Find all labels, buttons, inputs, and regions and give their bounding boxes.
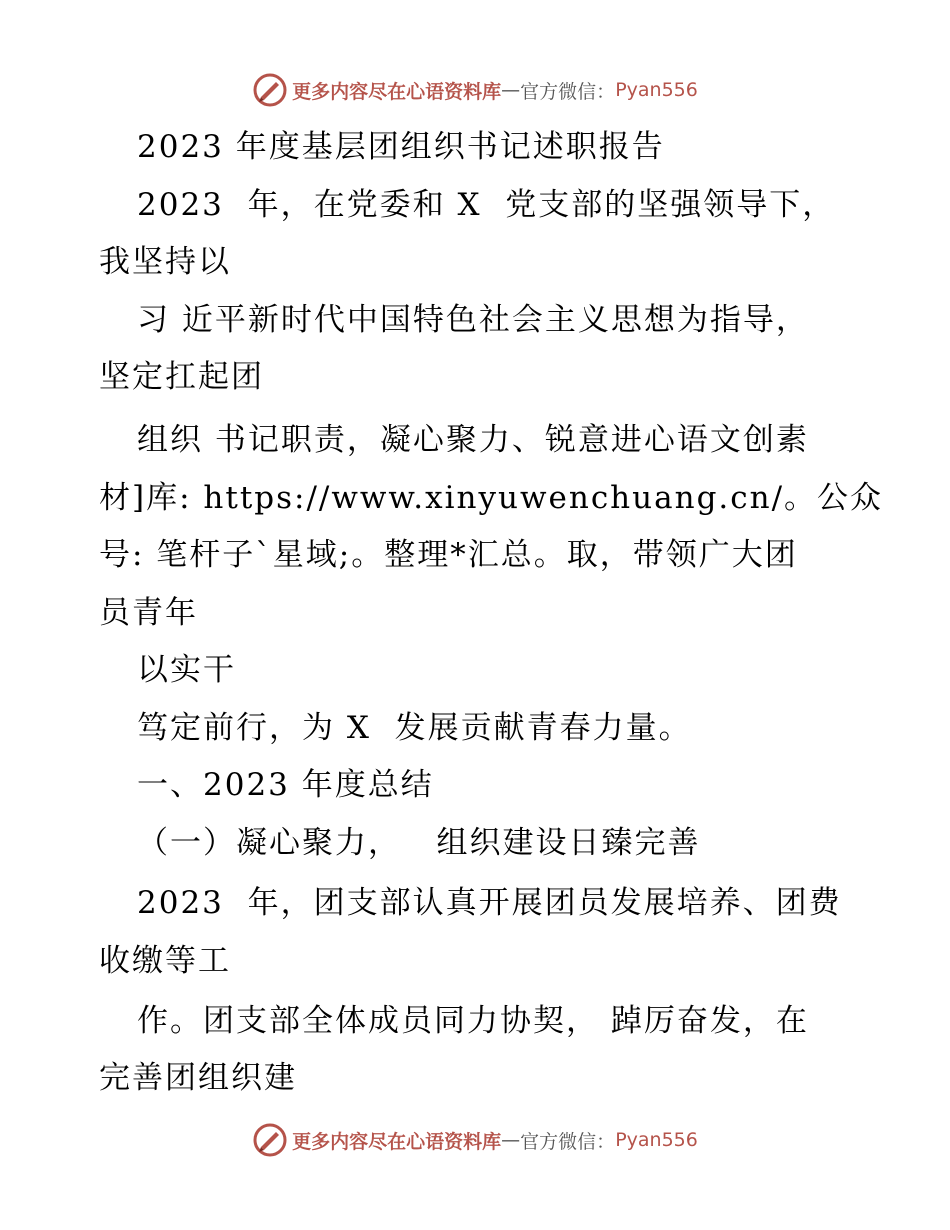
- footer-watermark-banner: [0, 1120, 950, 1160]
- text-line: 2023 年，团支部认真开展团员发展培养、团费: [137, 885, 842, 921]
- text-line: 作。团支部全体成员同力协契， 踔厉奋发，在: [137, 1003, 809, 1039]
- text-line: 我坚持以: [99, 244, 231, 280]
- text-line: 号: 笔杆子`星域;。整理*汇总。取，带领广大团: [99, 537, 798, 573]
- banner-wechat-label: 官方微信：: [520, 1130, 616, 1153]
- text-line: 组织 书记职责，凝心聚力、锐意进心语文创素: [137, 422, 809, 458]
- banner-dash: —: [501, 1129, 521, 1151]
- banner-slogan: 更多内容尽在心语资料库: [292, 1130, 502, 1153]
- document-title: 2023 年度基层团组织书记述职报告: [137, 129, 665, 165]
- header-watermark-banner: [0, 70, 950, 110]
- section-heading: 一、2023 年度总结: [137, 767, 434, 803]
- text-line: 坚定扛起团: [99, 359, 264, 395]
- pen-logo-icon: [252, 1122, 288, 1158]
- banner-slogan: 更多内容尽在心语资料库: [292, 80, 502, 103]
- text-line: 完善团组织建: [99, 1060, 297, 1096]
- pen-logo-icon: [252, 72, 288, 108]
- banner-dash: —: [501, 79, 521, 101]
- banner-wechat-id: Pyan556: [615, 79, 698, 101]
- text-line: 笃定前行，为 X 发展贡献青春力量。: [137, 710, 692, 746]
- text-line: 材]库: https://www.xinyuwenchuang.cn/。公众: [99, 480, 884, 516]
- text-line: 2023 年，在党委和 X 党支部的坚强领导下，: [137, 187, 836, 223]
- subsection-heading: （一）凝心聚力， 组织建设日臻完善: [137, 825, 701, 861]
- text-line: 员青年: [99, 595, 198, 631]
- text-line: 收缴等工: [99, 943, 231, 979]
- text-line: 以实干: [137, 652, 236, 688]
- banner-wechat-label: 官方微信：: [520, 80, 616, 103]
- text-line: 习 近平新时代中国特色社会主义思想为指导，: [137, 302, 809, 338]
- banner-wechat-id: Pyan556: [615, 1129, 698, 1151]
